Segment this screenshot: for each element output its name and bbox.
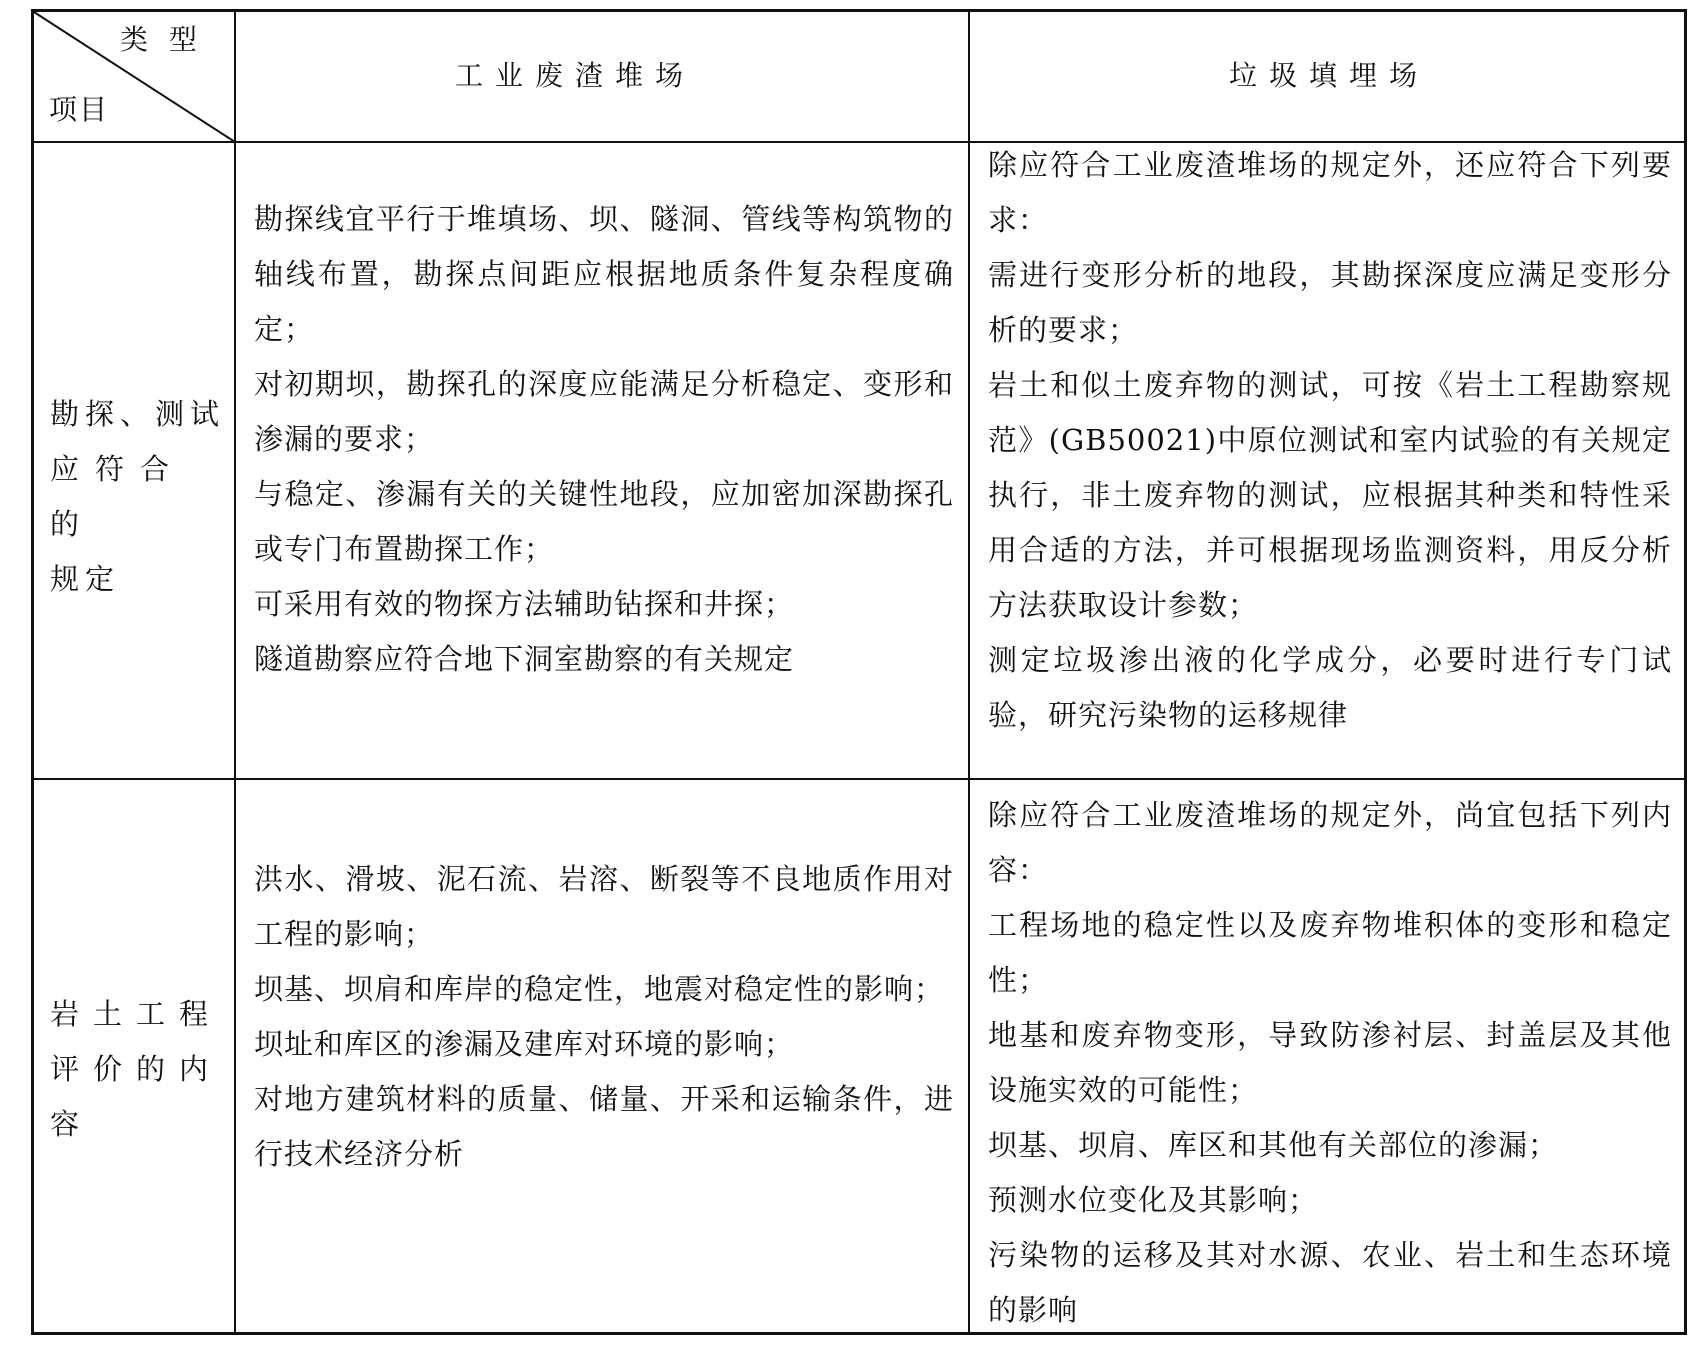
column-header-landfill-label: 垃圾填埋场 [1229,59,1430,92]
cell-survey-industrial [254,192,954,687]
row-header-line: 容 [50,1107,86,1141]
corner-type-label: 类 型 [120,23,203,56]
list-item: 勘探线宜平行于堆填场、坝、隧洞、管线等构筑物的轴线布置，勘探点间距应根据地质条件复杂程度确定； [254,202,954,346]
cell-evaluation-landfill [988,788,1672,1338]
list-item: 与稳定、渗漏有关的关键性地段，应加密加深勘探孔或专门布置勘探工作； [254,477,954,566]
row-header-line: 规定 [50,562,121,596]
list-item: 隧道勘察应符合地下洞室勘察的有关规定 [254,642,795,676]
list-item: 可采用有效的物探方法辅助钻探和井探； [254,587,795,621]
list-item: 洪水、滑坡、泥石流、岩溶、断裂等不良地质作用对工程的影响； [254,862,954,951]
list-item: 坝基、坝肩、库区和其他有关部位的渗漏； [988,1128,1559,1162]
list-item: 对初期坝，勘探孔的深度应能满足分析稳定、变形和渗漏的要求； [254,367,954,456]
list-item: 预测水位变化及其影响； [988,1183,1319,1217]
corner-header-cell [34,12,235,142]
list-item: 测定垃圾渗出液的化学成分，必要时进行专门试验，研究污染物的运移规律 [988,643,1672,732]
list-item: 岩土和似土废弃物的测试，可按《岩土工程勘察规范》(GB50021)中原位测试和室内试验的有关规定执行，非土废弃物的测试，应根据其种类和特性采用合适的方法，并可根据现场监测资料，用反分析方法获取设计参数； [988,368,1672,622]
column-divider-1 [234,12,236,1332]
row-header-line: 评价的内 [50,1052,223,1086]
list-item: 需进行变形分析的地段，其勘探深度应满足变形分析的要求； [988,258,1672,347]
row-header-line: 应符合的 [50,452,186,541]
list-item: 坝址和库区的渗漏及建库对环境的影响； [254,1027,795,1061]
cell-survey-landfill [988,138,1672,743]
column-header-industrial [235,12,969,142]
list-item: 污染物的运移及其对水源、农业、岩土和生态环境的影响 [988,1238,1672,1327]
column-header-landfill [969,12,1684,142]
cell-evaluation-industrial [254,852,954,1182]
row-divider [34,778,1684,780]
row-header-survey [50,387,228,607]
row-header-evaluation [50,987,228,1152]
list-item: 除应符合工业废渣堆场的规定外，尚宜包括下列内容： [988,798,1672,887]
list-item: 工程场地的稳定性以及废弃物堆积体的变形和稳定性； [988,908,1672,997]
row-header-line: 岩土工程 [50,997,223,1031]
comparison-table [31,9,1687,1335]
column-header-industrial-label: 工业废渣堆场 [455,59,696,92]
list-item: 地基和废弃物变形，导致防渗衬层、封盖层及其他设施实效的可能性； [988,1018,1672,1107]
list-item: 坝基、坝肩和库岸的稳定性，地震对稳定性的影响； [254,972,945,1006]
row-header-line: 勘探、测试 [50,397,226,431]
column-divider-2 [968,12,970,1332]
list-item: 对地方建筑材料的质量、储量、开采和运输条件，进行技术经济分析 [254,1082,954,1171]
corner-item-label: 项目 [49,93,110,126]
list-item: 除应符合工业废渣堆场的规定外，还应符合下列要求： [988,148,1672,237]
